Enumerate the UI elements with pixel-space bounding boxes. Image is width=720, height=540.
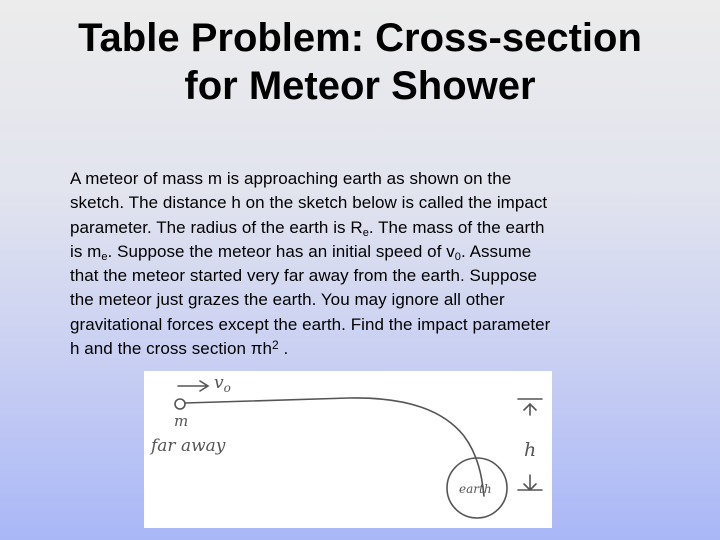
- mass-label: m: [174, 412, 189, 430]
- problem-statement: [70, 167, 645, 361]
- problem-line-3-text-a: parameter. The radius of the earth is R: [70, 217, 363, 237]
- problem-line-5: that the meteor started very far away from the earth. Suppose: [70, 266, 538, 286]
- h-label: h: [524, 439, 537, 461]
- problem-line-8-text-b: h: [262, 339, 273, 359]
- problem-line-4-text-c: . Assume: [460, 241, 532, 261]
- problem-line-3: [70, 216, 645, 240]
- problem-line-1: A meteor of mass m is approaching earth as shown on the: [70, 169, 512, 188]
- problem-line-4-text-b: . Suppose the meteor has an initial speed of v: [107, 241, 455, 261]
- problem-line-8-text-a: h and the cross section: [70, 339, 251, 359]
- initial-speed-subscript: 0: [454, 250, 461, 263]
- problem-line-4: [70, 240, 645, 264]
- meteor-dot: [175, 399, 185, 409]
- problem-line-8-text-c: .: [278, 339, 289, 359]
- problem-line-8: [70, 337, 645, 361]
- far-away-label: far away: [151, 436, 226, 456]
- problem-line-7: gravitational forces except the earth. Find the impact parameter: [70, 314, 551, 334]
- velocity-label: $v_o$: [214, 373, 231, 395]
- slide-title: [0, 14, 720, 110]
- meteor-trajectory: [185, 398, 484, 496]
- problem-line-2: sketch. The distance h on the sketch below is called the impact: [70, 193, 548, 213]
- title-line-1: Table Problem: Cross-section: [78, 16, 642, 60]
- title-line-2: for Meteor Shower: [184, 64, 536, 108]
- problem-line-6: the meteor just grazes the earth. You may ignore all other: [70, 290, 505, 310]
- pi-symbol: π: [250, 339, 263, 359]
- earth-radius-subscript: e: [362, 226, 369, 239]
- earth-mass-subscript: e: [101, 250, 108, 263]
- meteor-sketch: [144, 371, 552, 528]
- squared-superscript: 2: [272, 338, 279, 353]
- meteor-sketch-drawing: [144, 371, 552, 528]
- earth-label: earth: [459, 482, 492, 496]
- problem-line-3-text-b: . The mass of the earth: [368, 217, 545, 237]
- impact-parameter-top-marker: [518, 399, 542, 415]
- impact-parameter-bottom-marker: [518, 475, 542, 490]
- problem-line-4-text-a: is m: [70, 241, 102, 261]
- velocity-arrow: [178, 381, 208, 391]
